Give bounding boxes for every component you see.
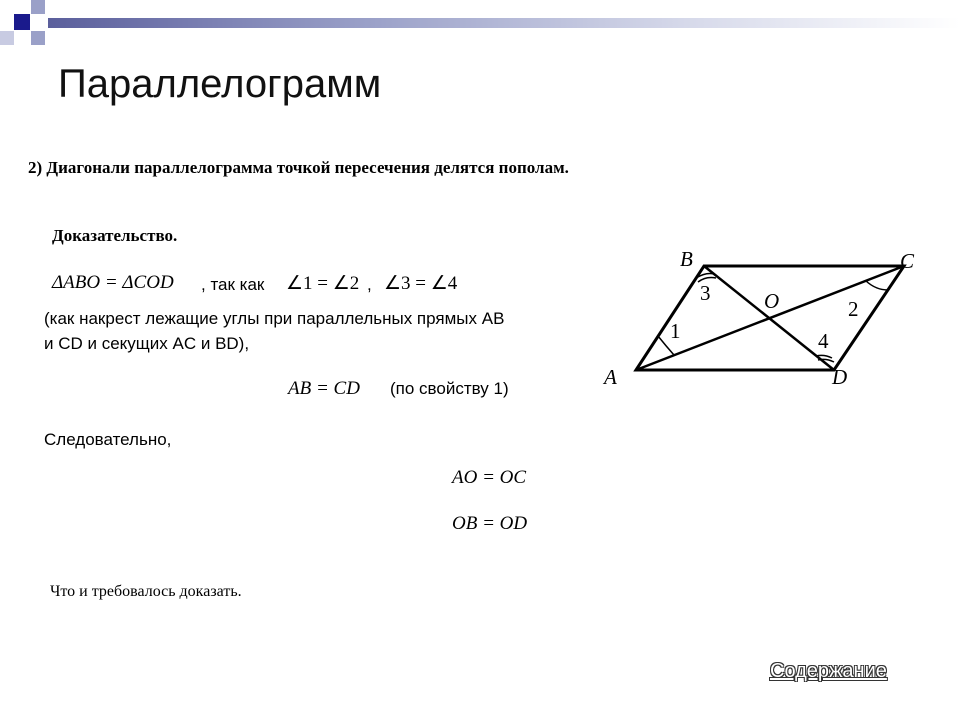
angle-number-3: 3 <box>700 281 711 305</box>
angle-equality-3-4: ∠3 = ∠4 <box>384 273 458 294</box>
proof-heading: Доказательство. <box>52 226 178 245</box>
page-title: Параллелограмм <box>58 62 382 106</box>
theorem-statement: 2) Диагонали параллелограмма точкой пересечения делятся пополам. <box>28 158 569 177</box>
angle-number-1: 1 <box>670 319 681 343</box>
property-reference: (по свойству 1) <box>390 379 509 398</box>
reason-line-2: и CD и секущих AC и BD), <box>44 334 250 353</box>
parallelogram-diagram <box>596 244 956 404</box>
conclusion-ob-od: OB = OD <box>452 513 528 534</box>
vertex-label-a: A <box>604 365 617 389</box>
conclusion-ao-oc: AO = OC <box>452 467 527 488</box>
comma-separator: , <box>367 275 372 294</box>
side-equality-ab-cd: AB = CD <box>288 378 360 399</box>
angle-number-4: 4 <box>818 329 829 353</box>
vertex-label-d: D <box>832 365 848 389</box>
deco-square-light <box>0 31 14 45</box>
deco-square-light <box>31 0 45 14</box>
angle-arc-2 <box>866 281 888 290</box>
angle-number-2: 2 <box>848 297 859 321</box>
triangle-equality: ΔABO = ΔCOD <box>52 272 174 293</box>
hence-text: Следовательно, <box>44 430 172 449</box>
diagonal-bd <box>704 266 834 370</box>
top-gradient-bar <box>48 18 960 28</box>
contents-link[interactable]: Содержание <box>770 660 887 682</box>
qed-text: Что и требовалось доказать. <box>50 583 242 600</box>
since-text: , так как <box>201 275 265 294</box>
angle-equality-1-2: ∠1 = ∠2 <box>286 273 360 294</box>
vertex-label-b: B <box>680 247 693 271</box>
deco-square-light <box>31 31 45 45</box>
vertex-label-c: C <box>900 249 915 273</box>
deco-square-dark <box>14 14 30 30</box>
reason-line-1: (как накрест лежащие углы при параллельных прямых AB <box>44 309 505 328</box>
vertex-label-o: O <box>764 289 780 313</box>
